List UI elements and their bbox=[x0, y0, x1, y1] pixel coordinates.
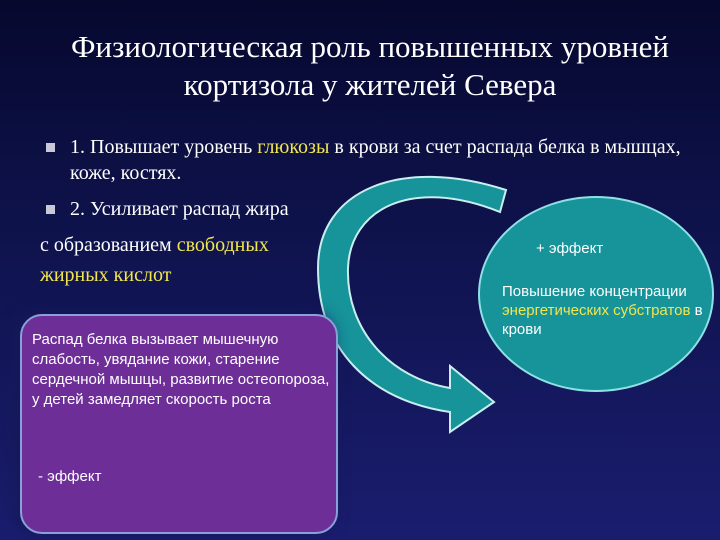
energy-text-highlight: энергетических субстратов bbox=[502, 302, 691, 319]
bullet-marker-icon bbox=[46, 143, 55, 152]
energy-text-start: Повышение концентрации bbox=[502, 283, 687, 300]
bullet-1-highlight: глюкозы bbox=[257, 136, 330, 158]
bullet-2-cont-highlight: свободных bbox=[176, 234, 269, 256]
protein-breakdown-text: Распад белка вызывает мышечную слабость, увядание кожи, старение сердечной мышцы, развитие остеопороза, у детей замедляет скорость роста bbox=[32, 331, 330, 408]
protein-breakdown-box bbox=[20, 314, 338, 534]
slide-title: Физиологическая роль повышенных уровней кортизола у жителей Севера bbox=[71, 29, 669, 102]
bullet-2 bbox=[70, 196, 370, 222]
bullet-1 bbox=[70, 134, 690, 186]
bullet-2-cont-highlight-2: жирных кислот bbox=[40, 264, 172, 286]
bullet-2-cont-text: с образованием bbox=[40, 234, 177, 256]
bullet-1-text-start: 1. Повышает уровень bbox=[70, 136, 258, 158]
negative-effect-label: - эффект bbox=[38, 468, 102, 485]
energy-substrates-text bbox=[502, 282, 712, 339]
bullet-2-continuation bbox=[40, 230, 360, 290]
positive-effect-label: + эффект bbox=[536, 240, 604, 257]
bullet-2-text: 2. Усиливает распад жира bbox=[70, 198, 289, 220]
bullet-marker-icon bbox=[46, 205, 55, 214]
energy-text-end: в крови bbox=[502, 302, 703, 338]
bullet-1-text-end: в крови за счет распада белка в мышцах, коже, костях. bbox=[70, 136, 681, 184]
